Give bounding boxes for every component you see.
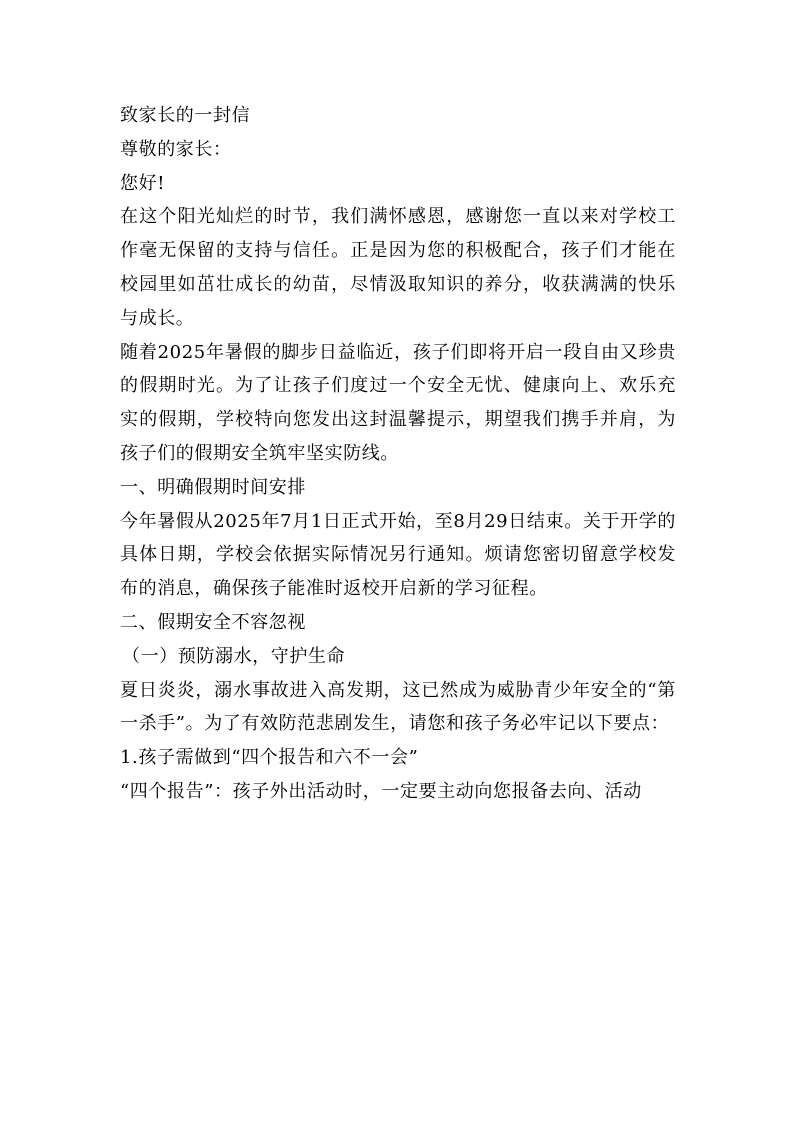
greeting: 您好! (120, 172, 166, 194)
subheading-drowning: （一）预防溺水，守护生命 (122, 645, 346, 667)
summer-paragraph: 随着2025年暑假的脚步日益临近，孩子们即将开启一段自由又珍贵的假期时光。为了让孩子们度过一个安全无忧、健康向上、欢乐充实的假期，学校特向您发出这封温馨提示，期望我们携手并肩，为孩子们的假期安全筑牢坚实防线。 (120, 341, 676, 464)
document-title: 致家长的一封信 (120, 105, 251, 126)
section-heading-safety: 二、假期安全不容忽视 (120, 611, 306, 633)
schedule-paragraph: 今年暑假从2025年7月1日正式开始，至8月29日结束。关于开学的具体日期，学校会依据实际情况另行通知。烦请您密切留意学校发布的消息，确保孩子能准时返校开启新的学习征程。 (120, 510, 676, 600)
salutation: 尊敬的家长： (120, 138, 232, 160)
drowning-paragraph: 夏日炎炎，溺水事故进入高发期，这已然成为威胁青少年安全的“第一杀手”。为了有效防范悲剧发生，请您和孩子务必牢记以下要点： (120, 679, 676, 735)
intro-paragraph: 在这个阳光灿烂的时节，我们满怀感恩，感谢您一直以来对学校工作毫无保留的支持与信任。正是因为您的积极配合，孩子们才能在校园里如茁壮成长的幼苗，尽情汲取知识的养分，收获满满的快乐与成长。 (120, 206, 676, 329)
section-heading-schedule: 一、明确假期时间安排 (120, 476, 306, 498)
document-body (120, 99, 676, 809)
point-heading: 1.孩子需做到“四个报告和六不一会” (120, 747, 419, 769)
reports-paragraph: “四个报告”：孩子外出活动时，一定要主动向您报备去向、活动 (120, 780, 642, 802)
